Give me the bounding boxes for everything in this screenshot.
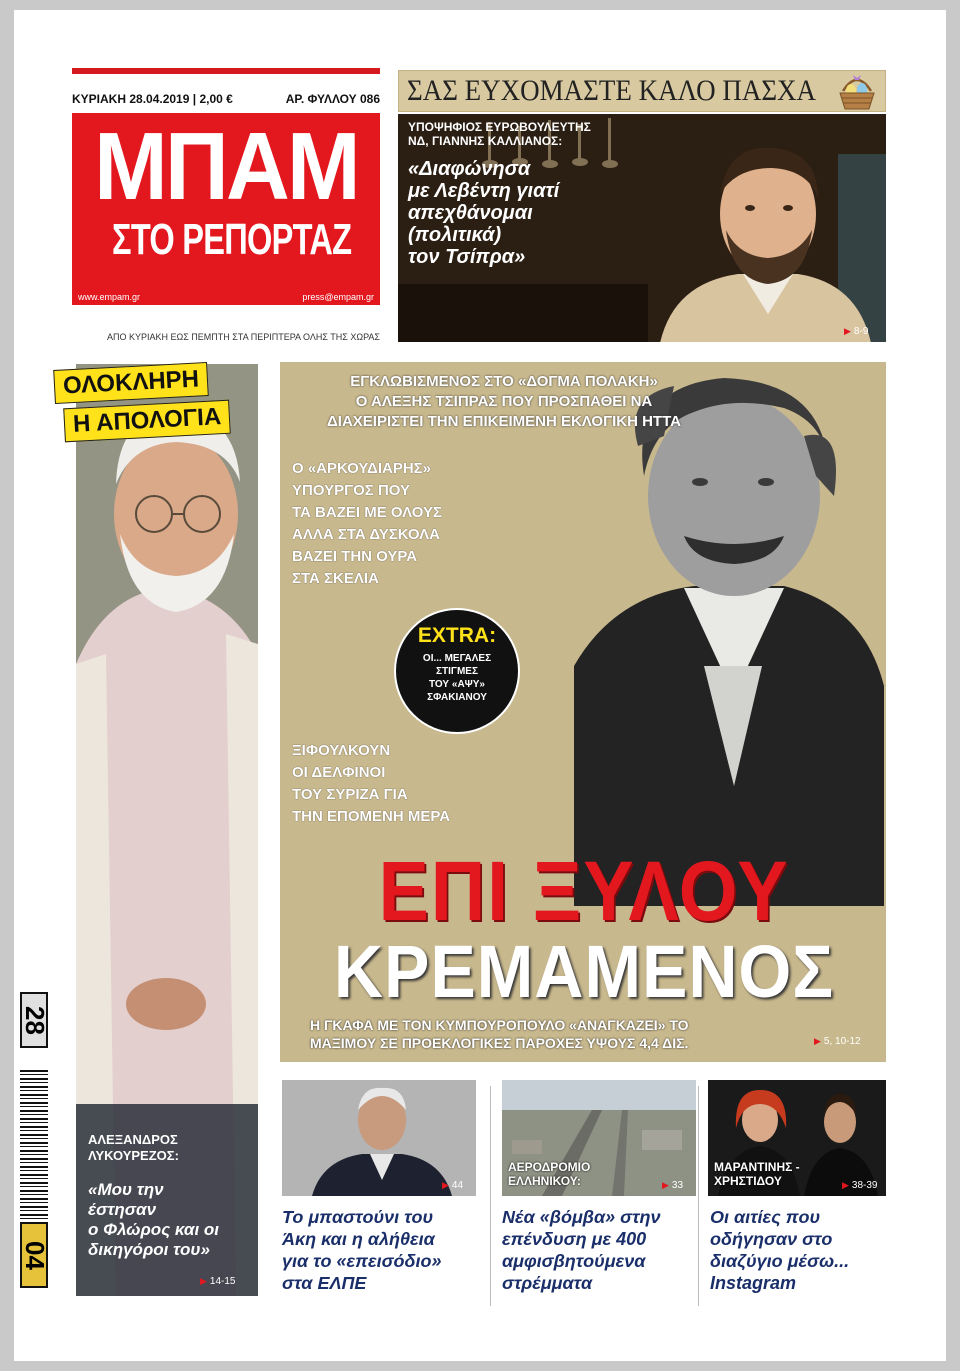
story-line: για το «επεισόδιο» (282, 1251, 442, 1271)
bottom-story-1-page-ref: ▶ 44 (442, 1180, 463, 1191)
top-story (398, 114, 886, 342)
subheadline-line: ΜΑΞΙΜΟΥ ΣΕ ΠΡΟΕΚΛΟΓΙΚΕΣ ΠΑΡΟΧΕΣ ΥΨΟΥΣ 4,4 ΔΙΣ. (310, 1035, 689, 1051)
dateline: ΚΥΡΙΑΚΗ 28.04.2019 | 2,00 € ΑΡ. ΦΥΛΛΟΥ 086 (72, 92, 380, 106)
elliniko-airport-photo (502, 1080, 696, 1196)
story-line: επένδυση με 400 (502, 1229, 647, 1249)
quote-line: τον Τσίπρα» (408, 246, 526, 268)
quote-line: (πολιτικά) (408, 224, 502, 246)
caption-line: ΕΛΛΗΝΙΚΟΥ: (508, 1174, 581, 1188)
issue-price: 2,00 € (199, 92, 233, 106)
story-line: Instagram (710, 1273, 797, 1293)
newspaper-front-page (14, 10, 946, 1361)
main-headline-line-1: ΕΠΙ ΞΥΛΟΥ (378, 844, 790, 938)
barcode (20, 1070, 48, 1222)
main-story-page-ref: ▶ 5, 10-12 (814, 1036, 861, 1047)
story-line: οδήγησαν στο (710, 1229, 833, 1249)
body-line: ΥΠΟΥΡΓΟΣ ΠΟΥ (292, 482, 411, 499)
story-line: αμφισβητούμενα (502, 1251, 646, 1271)
body-line: ΤΗΝ ΕΠΟΜΕΝΗ ΜΕΡΑ (292, 808, 451, 825)
bottom-story-3-caption (714, 1160, 800, 1188)
body-line: ΤΑ ΒΑΖΕΙ ΜΕ ΟΛΟΥΣ (292, 504, 443, 521)
lykourezos-quote (88, 1180, 258, 1260)
bottom-story-2-caption (508, 1160, 590, 1188)
caption-line: ΜΑΡΑΝΤΙΝΗΣ - (714, 1160, 800, 1174)
subheadline-line: Η ΓΚΑΦΑ ΜΕ ΤΟΝ ΚΥΜΠΟΥΡΟΠΟΥΛΟ «ΑΝΑΓΚΑΖΕΙ» ΤΟ (310, 1017, 689, 1033)
candidate-photo (648, 134, 878, 342)
top-story-quote (408, 158, 638, 268)
body-line: ΣΤΑ ΣΚΕΛΙΑ (292, 570, 379, 587)
distribution-tagline: ΑΠΟ ΚΥΡΙΑΚΗ ΕΩΣ ΠΕΜΠΤΗ ΣΤΑ ΠΕΡΙΠΤΕΡΑ ΟΛΗΣ ΤΗΣ ΧΩΡΑΣ (106, 332, 380, 342)
body-line: ΒΑΖΕΙ ΤΗΝ ΟΥΡΑ (292, 548, 418, 565)
easter-basket-icon (835, 71, 879, 111)
kicker-line: ΥΠΟΨΗΦΙΟΣ ΕΥΡΩΒΟΥΛΕΥΤΗΣ (408, 120, 591, 134)
bottom-story-3-page-ref: ▶ 38-39 (842, 1180, 878, 1191)
lykourezos-name (88, 1132, 179, 1164)
story-line: Άκη και η αλήθεια (282, 1229, 435, 1249)
bottom-story-1-text (282, 1206, 482, 1294)
extra-title: EXTRA: (417, 624, 497, 647)
top-story-kicker (408, 120, 591, 148)
polakis-photo (534, 366, 884, 906)
spine-day (20, 992, 48, 1048)
top-story-page-ref: ▶ 8-9 (844, 326, 868, 337)
tsochatzopoulos-photo (282, 1080, 476, 1196)
body-line: ΟΙ ΔΕΛΦΙΝΟΙ (292, 764, 386, 781)
tag-line-1: ΟΛΟΚΛΗΡΗ (53, 362, 209, 404)
story-line: Οι αιτίες που (710, 1207, 821, 1227)
newspaper-logo (72, 113, 380, 305)
marantinis-christidou-photo (708, 1080, 886, 1196)
email-address: press@empam.gr (302, 292, 374, 302)
extra-text (396, 652, 518, 704)
main-story-kicker (284, 372, 724, 432)
bottom-story-2-text (502, 1206, 702, 1294)
body-line: ΑΛΛΑ ΣΤΑ ΔΥΣΚΟΛΑ (292, 526, 441, 543)
issue-date: ΚΥΡΙΑΚΗ 28.04.2019 (72, 92, 190, 106)
issue-number: ΑΡ. ΦΥΛΛΟΥ 086 (285, 92, 380, 106)
easter-banner (398, 70, 886, 112)
quote-line: ο Φλώρος και οι (88, 1220, 220, 1239)
column-separator (698, 1086, 699, 1306)
quote-line: «Διαφώνησα (408, 158, 531, 180)
bottom-story-2-page-ref: ▶ 33 (662, 1180, 683, 1191)
name-line: ΛΥΚΟΥΡΕΖΟΣ: (88, 1148, 179, 1163)
kicker-line: ΔΙΑΧΕΙΡΙΣΤΕΙ ΤΗΝ ΕΠΙΚΕΙΜΕΝΗ ΕΚΛΟΓΙΚΗ ΗΤΤΑ (327, 413, 681, 430)
kicker-line: ΝΔ, ΓΙΑΝΝΗΣ ΚΑΛΛΙΑΝΟΣ: (408, 134, 563, 148)
left-story-page-ref: ▶ 14-15 (200, 1276, 236, 1287)
name-line: ΑΛΕΞΑΝΔΡΟΣ (88, 1132, 178, 1147)
main-story-body (292, 458, 512, 590)
spine-month (20, 1222, 48, 1288)
logo-line-2: ΣΤΟ ΡΕΠΟΡΤΑΖ (112, 215, 352, 264)
extra-line: ΟΙ... ΜΕΓΑΛΕΣ (422, 653, 492, 664)
body-line: Ο «ΑΡΚΟΥΔΙΑΡΗΣ» (292, 460, 432, 477)
spine-day-text: 28 (19, 1005, 50, 1035)
story-line: στρέμματα (502, 1273, 593, 1293)
main-story-subheadline (310, 1016, 870, 1052)
full-plea-tag (44, 364, 254, 448)
quote-line: απεχθάνομαι (408, 202, 533, 224)
column-separator (490, 1086, 491, 1306)
tag-line-2: Η ΑΠΟΛΟΓΙΑ (63, 400, 231, 443)
quote-line: «Μου την (88, 1180, 164, 1199)
main-headline-line-2: ΚΡΕΜΑΜΕΝΟΣ (333, 930, 835, 1013)
caption-line: ΧΡΗΣΤΙΔΟΥ (714, 1174, 782, 1188)
quote-line: με Λεβέντη γιατί (408, 180, 560, 202)
story-line: διαζύγιο μέσω... (710, 1251, 850, 1271)
story-line: Νέα «βόμβα» στην (502, 1207, 661, 1227)
body-line: ΞΙΦΟΥΛΚΟΥΝ (292, 742, 391, 759)
quote-line: έστησαν (88, 1200, 157, 1219)
easter-banner-text: ΣΑΣ ΕΥΧΟΜΑΣΤΕ ΚΑΛΟ ΠΑΣΧΑ (407, 74, 817, 107)
main-story-body-2 (292, 740, 522, 828)
tsochatzopoulos-image (282, 1080, 476, 1196)
kicker-line: ΕΓΚΛΩΒΙΣΜΕΝΟΣ ΣΤΟ «ΔΟΓΜΑ ΠΟΛΑΚΗ» (350, 373, 658, 390)
extra-badge (394, 608, 520, 734)
extra-line: ΤΟΥ «ΑΨΥ» (429, 679, 485, 690)
website-url: www.empam.gr (78, 292, 141, 302)
caption-line: ΑΕΡΟΔΡΟΜΙΟ (508, 1160, 591, 1174)
body-line: ΤΟΥ ΣΥΡΙΖΑ ΓΙΑ (292, 786, 408, 803)
story-line: Το μπαστούνι του (282, 1207, 434, 1227)
kicker-line: Ο ΑΛΕΞΗΣ ΤΣΙΠΡΑΣ ΠΟΥ ΠΡΟΣΠΑΘΕΙ ΝΑ (355, 393, 653, 410)
logo-line-1: ΜΠΑΜ (94, 113, 358, 220)
extra-line: ΣΦΑΚΙΑΝΟΥ (427, 692, 487, 703)
quote-line: δικηγόροι του» (88, 1240, 210, 1259)
bottom-story-3-text (710, 1206, 890, 1294)
extra-line: ΣΤΙΓΜΕΣ (436, 666, 478, 677)
masthead-rule (72, 68, 380, 74)
story-line: στα ΕΛΠΕ (282, 1273, 367, 1293)
spine-month-text: 04 (19, 1240, 50, 1270)
